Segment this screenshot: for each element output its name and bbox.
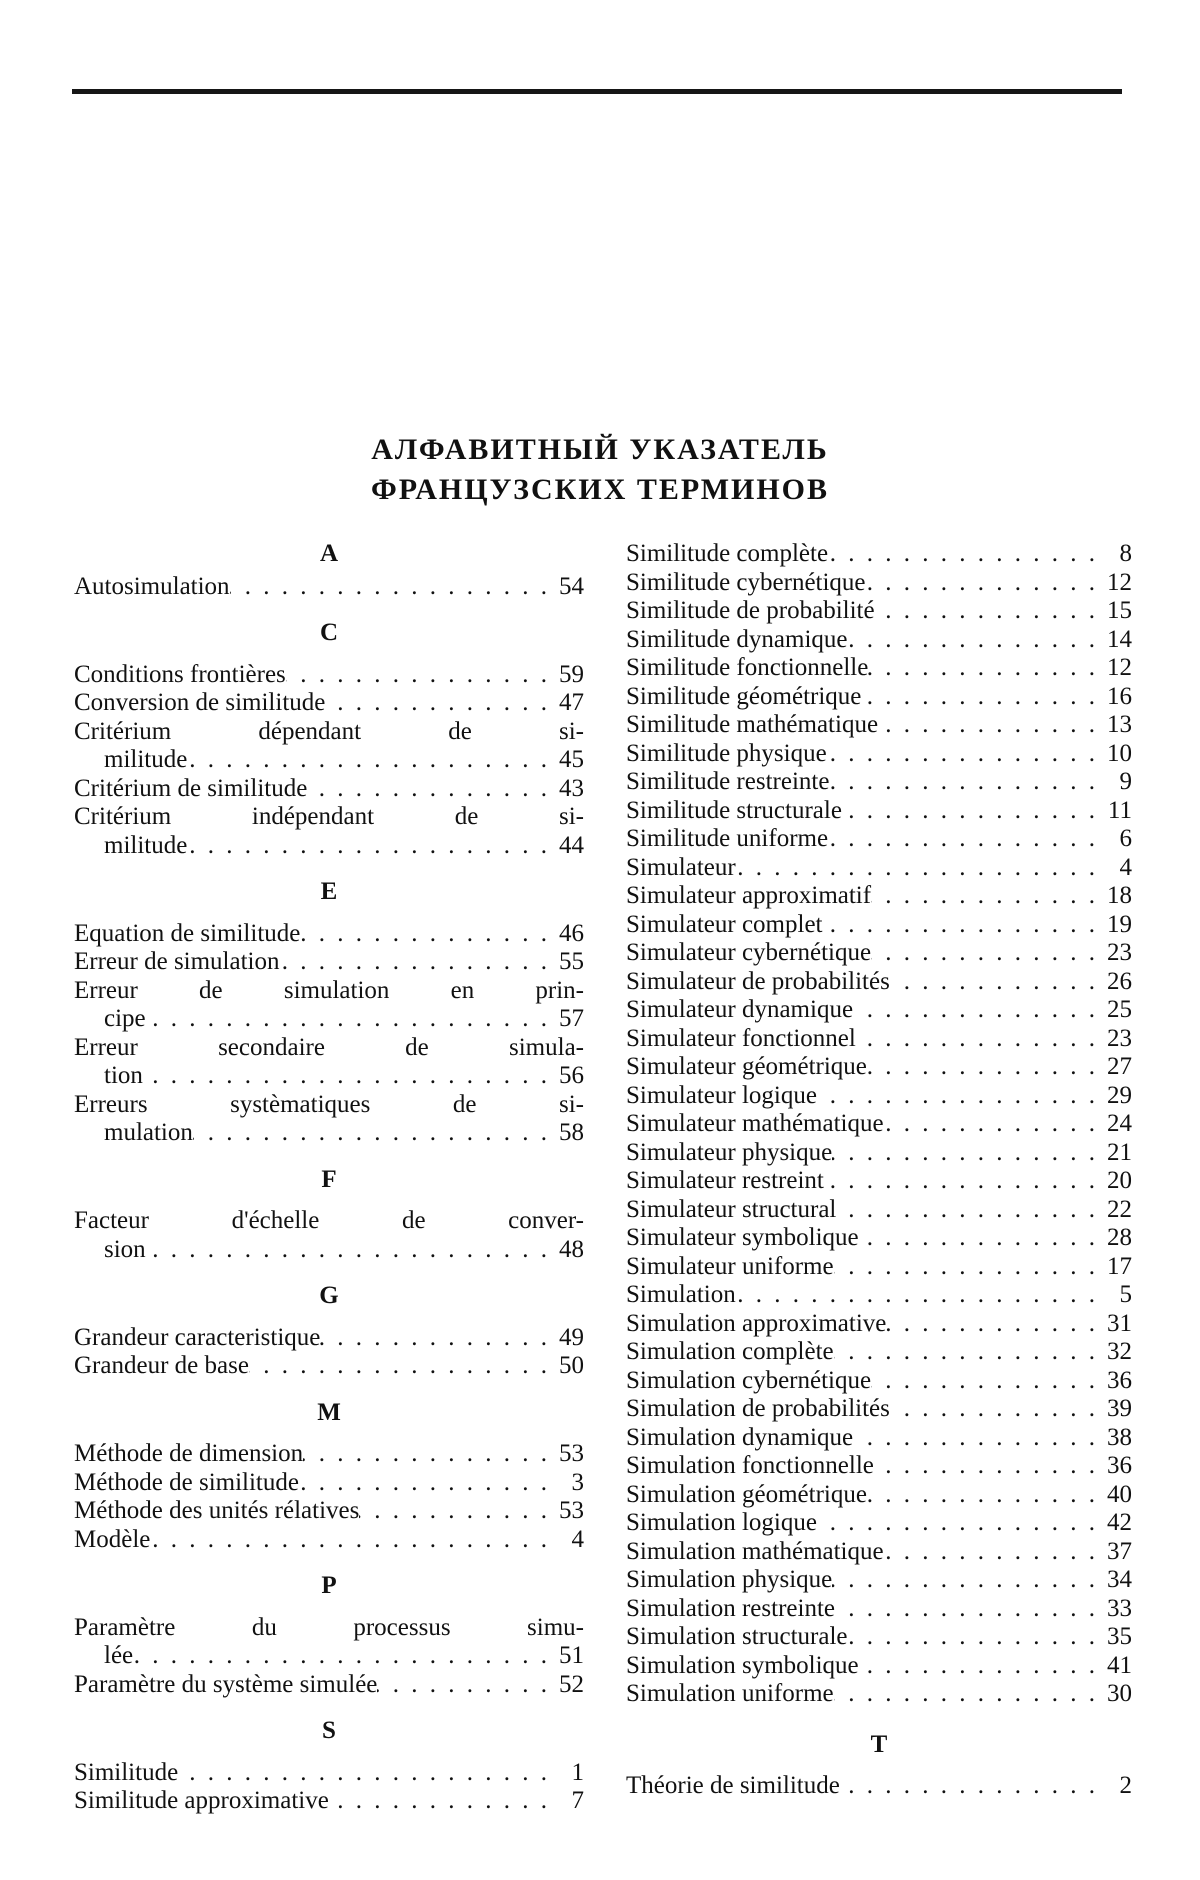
index-entry [626, 711, 1132, 740]
dot-leader: . . . . . . . . . . . . . . [286, 661, 554, 690]
index-term: Conditions frontières [74, 661, 286, 690]
index-term: Simulation dynamique [626, 1424, 853, 1453]
page-number: 7 [554, 1787, 584, 1816]
dot-leader: . . . . . . . . . . . [890, 1395, 1102, 1424]
index-term: tion [104, 1062, 143, 1091]
dot-leader: . . . . . . . . . . . . [868, 654, 1102, 683]
page-number: 42 [1102, 1509, 1132, 1538]
index-entry [626, 683, 1132, 712]
index-term: Equation de similitude [74, 920, 300, 949]
index-entry [74, 1526, 584, 1555]
index-term: Simulateur restreint [626, 1167, 824, 1196]
page-number: 56 [554, 1062, 584, 1091]
index-entry [626, 1538, 1132, 1567]
dot-leader: . . . . . . . . . . . . . . [832, 1566, 1102, 1595]
dot-leader: . . . . . . . . . . . . [320, 1324, 554, 1353]
index-term: Similitude fonctionnelle [626, 654, 868, 683]
index-term: Simulateur de probabilités [626, 968, 890, 997]
index-entry [626, 939, 1132, 968]
left-column [74, 540, 584, 1816]
dot-leader: . . . . . . . . . . . . . [866, 569, 1102, 598]
page-number: 1 [554, 1759, 584, 1788]
dot-leader: . . . . . . . . . . . . . . . . . . . . [178, 1759, 554, 1788]
dot-leader: . . . . . . . . . . . . . . . [828, 825, 1102, 854]
top-rule [72, 89, 1122, 94]
index-term: Méthode des unités rélatives [74, 1497, 359, 1526]
index-term: mulation [104, 1119, 193, 1148]
index-term: Similitude cybernétique [626, 569, 866, 598]
index-term: Modèle [74, 1526, 150, 1555]
index-term: Simulateur logique [626, 1082, 817, 1111]
index-entry [74, 948, 584, 977]
page-number: 51 [554, 1642, 584, 1671]
page-number: 21 [1102, 1139, 1132, 1168]
page-number: 58 [554, 1119, 584, 1148]
dot-leader: . . . . . . . . . . . . . . [836, 1196, 1102, 1225]
dot-leader: . . . . . . . . . . . . . . [300, 920, 554, 949]
page-number: 2 [1102, 1772, 1132, 1801]
page-number: 15 [1102, 597, 1132, 626]
index-entry [74, 1324, 584, 1353]
index-term: Similitude complète [626, 540, 828, 569]
index-entry [626, 1623, 1132, 1652]
index-term: Critérium de similitude [74, 775, 307, 804]
index-term: Similitude dynamique [626, 626, 848, 655]
title-line-2: ФРАНЦУЗСКИХ ТЕРМИНОВ [0, 470, 1200, 510]
page-number: 52 [554, 1671, 584, 1700]
page-number: 48 [554, 1236, 584, 1265]
dot-leader: . . . . . . . . . . . . . . . . . [230, 573, 554, 602]
dot-leader: . . . . . . . . . . . . . . . . . . . . . . [146, 1005, 554, 1034]
page-number: 11 [1102, 797, 1132, 826]
index-term: Similitude structurale [626, 797, 842, 826]
title-line-1: АЛФАВИТНЫЙ УКАЗАТЕЛЬ [0, 430, 1200, 470]
index-term: militude [104, 746, 187, 775]
page-number: 33 [1102, 1595, 1132, 1624]
page-number: 29 [1102, 1082, 1132, 1111]
index-term: Simulateur approximatif [626, 882, 871, 911]
section-letter-e: E [74, 878, 584, 907]
page-number: 53 [554, 1440, 584, 1469]
index-entry [74, 1440, 584, 1469]
page-number: 12 [1102, 654, 1132, 683]
page-number: 17 [1102, 1253, 1132, 1282]
section-letter-p: P [74, 1572, 584, 1601]
page-number: 47 [554, 689, 584, 718]
index-term: Simulation physique [626, 1566, 832, 1595]
dot-leader: . . . . . . . . . . . . . . [834, 1338, 1102, 1367]
dot-leader: . . . . . . . . . . . . . [867, 1053, 1102, 1082]
index-term: Simulation complète [626, 1338, 834, 1367]
dot-leader: . . . . . . . . . . . . . . [835, 1595, 1102, 1624]
index-entry [626, 1424, 1132, 1453]
index-term: Similitude restreinte [626, 768, 829, 797]
index-term-line: Erreurs systèmatiques de si- [74, 1091, 584, 1120]
index-term: Simulateur physique [626, 1139, 832, 1168]
index-entry [74, 1642, 584, 1671]
right-column [626, 540, 1132, 1801]
dot-leader: . . . . . . . . . . . . . . . [280, 948, 555, 977]
index-term: Simulateur [626, 854, 736, 883]
index-entry [74, 832, 584, 861]
dot-leader: . . . . . . . . . . . . . [856, 1025, 1102, 1054]
page-number: 35 [1102, 1623, 1132, 1652]
page-number: 25 [1102, 996, 1132, 1025]
dot-leader: . . . . . . . . . . . . . . . . . . . . [736, 854, 1102, 883]
section-letter-t: T [626, 1731, 1132, 1760]
index-term-line: Facteur d'échelle de conver- [74, 1207, 584, 1236]
index-term: Similitude [74, 1759, 178, 1788]
index-term: cipe [104, 1005, 146, 1034]
page-number: 13 [1102, 711, 1132, 740]
index-term: Simulateur symbolique [626, 1224, 859, 1253]
dot-leader: . . . . . . . . . . . . . . . [829, 768, 1102, 797]
dot-leader: . . . . . . . . . . . . [875, 597, 1102, 626]
page-number: 49 [554, 1324, 584, 1353]
index-entry [626, 1680, 1132, 1709]
section-letter-c: C [74, 619, 584, 648]
page-number: 32 [1102, 1338, 1132, 1367]
dot-leader: . . . . . . . . . . . . . [867, 1481, 1102, 1510]
index-term: Simulation symbolique [626, 1652, 859, 1681]
page-number: 26 [1102, 968, 1132, 997]
index-entry [74, 1119, 584, 1148]
section-letter-s: S [74, 1717, 584, 1746]
index-entry [74, 689, 584, 718]
page-number: 23 [1102, 939, 1132, 968]
index-term-line: Erreur de simulation en prin- [74, 977, 584, 1006]
page-number: 38 [1102, 1424, 1132, 1453]
page-number: 24 [1102, 1110, 1132, 1139]
dot-leader: . . . . . . . . . . . [890, 968, 1102, 997]
index-entry [74, 573, 584, 602]
page-number: 41 [1102, 1652, 1132, 1681]
page-number: 22 [1102, 1196, 1132, 1225]
index-entry [626, 569, 1132, 598]
page-number: 27 [1102, 1053, 1132, 1082]
dot-leader: . . . . . . . . . . . . . . . [817, 1082, 1102, 1111]
index-term: Simulateur fonctionnel [626, 1025, 856, 1054]
dot-leader: . . . . . . . . . . . . . . . . . . . . . . . [133, 1642, 554, 1671]
dot-leader: . . . . . . . . . . . [886, 1310, 1102, 1339]
dot-leader: . . . . . . . . . . . . . [861, 683, 1102, 712]
page-number: 5 [1102, 1281, 1132, 1310]
dot-leader: . . . . . . . . . . . . . . . . . . . . . . [146, 1236, 554, 1265]
index-entry [626, 768, 1132, 797]
page-number: 10 [1102, 740, 1132, 769]
index-term: Paramètre du système simulée [74, 1671, 377, 1700]
index-entry [74, 746, 584, 775]
index-term: Simulation fonctionnelle [626, 1452, 874, 1481]
index-entry [626, 1595, 1132, 1624]
dot-leader: . . . . . . . . . . . . . [859, 1224, 1102, 1253]
page-number: 37 [1102, 1538, 1132, 1567]
index-entry [626, 825, 1132, 854]
dot-leader: . . . . . . . . . . . . . . [299, 1469, 554, 1498]
dot-leader: . . . . . . . . . . . . . [307, 775, 554, 804]
index-entry [626, 597, 1132, 626]
index-term: Simulation structurale [626, 1623, 847, 1652]
index-entry [626, 968, 1132, 997]
index-term-line: Erreur secondaire de simula- [74, 1034, 584, 1063]
index-term: Simulation de probabilités [626, 1395, 890, 1424]
index-entry [626, 1196, 1132, 1225]
dot-leader: . . . . . . . . . [377, 1671, 554, 1700]
index-term: Similitude de probabilité [626, 597, 875, 626]
index-entry [626, 540, 1132, 569]
index-entry [626, 1281, 1132, 1310]
index-entry [626, 740, 1132, 769]
dot-leader: . . . . . . . . . . . . . [859, 1652, 1102, 1681]
index-term: Simulateur complet [626, 911, 822, 940]
dot-leader: . . . . . . . . . . . . . . . . . . . [193, 1119, 554, 1148]
index-term: Grandeur caracteristique [74, 1324, 320, 1353]
index-term: Méthode de dimension [74, 1440, 303, 1469]
index-term: Similitude approximative [74, 1787, 329, 1816]
index-term: Théorie de similitude [626, 1772, 840, 1801]
page-number: 30 [1102, 1680, 1132, 1709]
section-letter-m: M [74, 1399, 584, 1428]
dot-leader: . . . . . . . . . . . . [884, 1538, 1102, 1567]
index-term: Simulateur uniforme [626, 1253, 834, 1282]
page-number: 3 [554, 1469, 584, 1498]
section-letter-g: G [74, 1282, 584, 1311]
index-entry [626, 1224, 1132, 1253]
index-term: Simulateur dynamique [626, 996, 853, 1025]
page-number: 44 [554, 832, 584, 861]
dot-leader: . . . . . . . . . . . . . . . . . . . . [736, 1281, 1102, 1310]
page-number: 46 [554, 920, 584, 949]
index-entry [626, 1772, 1132, 1801]
index-entry [626, 1566, 1132, 1595]
index-entry [74, 661, 584, 690]
page-number: 8 [1102, 540, 1132, 569]
index-entry [626, 1025, 1132, 1054]
index-entry [626, 911, 1132, 940]
index-entry [626, 626, 1132, 655]
index-entry [74, 1352, 584, 1381]
page-number: 9 [1102, 768, 1132, 797]
page-number: 34 [1102, 1566, 1132, 1595]
section-letter-f: F [74, 1166, 584, 1195]
index-term: Simulation logique [626, 1509, 817, 1538]
page-number: 4 [1102, 854, 1132, 883]
index-term: Simulation cybernétique [626, 1367, 871, 1396]
index-entry [626, 1053, 1132, 1082]
index-term: Similitude mathématique [626, 711, 878, 740]
index-entry [626, 1367, 1132, 1396]
page-number: 6 [1102, 825, 1132, 854]
index-entry [74, 1671, 584, 1700]
index-term: Méthode de similitude [74, 1469, 299, 1498]
index-term: Conversion de similitude [74, 689, 325, 718]
page-number: 31 [1102, 1310, 1132, 1339]
dot-leader: . . . . . . . . . . . . . . [834, 1680, 1102, 1709]
index-term: Erreur de simulation [74, 948, 280, 977]
index-entry [626, 1395, 1132, 1424]
index-entry [626, 1310, 1132, 1339]
index-entry [626, 1253, 1132, 1282]
page-number: 14 [1102, 626, 1132, 655]
dot-leader: . . . . . . . . . . . . . . [840, 1772, 1102, 1801]
dot-leader: . . . . . . . . . . . . [871, 882, 1102, 911]
dot-leader: . . . . . . . . . . . . . . . [827, 740, 1102, 769]
dot-leader: . . . . . . . . . . . . . . . . . . . . [187, 746, 554, 775]
index-term-line: Paramètre du processus simu- [74, 1614, 584, 1643]
index-term: lée [104, 1642, 133, 1671]
dot-leader: . . . . . . . . . . . . [871, 939, 1102, 968]
index-entry [626, 1338, 1132, 1367]
index-term: militude [104, 832, 187, 861]
index-term: sion [104, 1236, 146, 1265]
dot-leader: . . . . . . . . . . . . . . . . [249, 1352, 554, 1381]
index-term: Simulateur géométrique [626, 1053, 867, 1082]
index-term: Similitude géométrique [626, 683, 861, 712]
index-entry [626, 1167, 1132, 1196]
page-number: 16 [1102, 683, 1132, 712]
index-entry [626, 797, 1132, 826]
index-title [0, 430, 1200, 510]
dot-leader: . . . . . . . . . . . . [325, 689, 554, 718]
index-entry [626, 1481, 1132, 1510]
dot-leader: . . . . . . . . . . . . . . . [824, 1167, 1102, 1196]
page-number: 57 [554, 1005, 584, 1034]
page-number: 36 [1102, 1367, 1132, 1396]
index-entry [626, 882, 1132, 911]
dot-leader: . . . . . . . . . . . . [884, 1110, 1102, 1139]
index-term: Simulation mathématique [626, 1538, 884, 1567]
dot-leader: . . . . . . . . . . . . . . . [817, 1509, 1102, 1538]
index-entry [626, 996, 1132, 1025]
index-term: Simulation uniforme [626, 1680, 834, 1709]
page-number: 23 [1102, 1025, 1132, 1054]
index-term: Simulateur mathématique [626, 1110, 884, 1139]
index-entry [626, 1139, 1132, 1168]
index-entry [74, 775, 584, 804]
index-term: Simulation [626, 1281, 736, 1310]
dot-leader: . . . . . . . . . . . . . . . . . . . . . . [143, 1062, 554, 1091]
page-number: 28 [1102, 1224, 1132, 1253]
page-number: 19 [1102, 911, 1132, 940]
dot-leader: . . . . . . . . . . . . . [853, 996, 1102, 1025]
page-number: 20 [1102, 1167, 1132, 1196]
index-term: Similitude uniforme [626, 825, 828, 854]
page-number: 36 [1102, 1452, 1132, 1481]
section-letter-a: A [74, 540, 584, 569]
dot-leader: . . . . . . . . . . . . [874, 1452, 1102, 1481]
index-entry [626, 854, 1132, 883]
index-entry [74, 1062, 584, 1091]
index-entry [74, 920, 584, 949]
index-entry [74, 1469, 584, 1498]
dot-leader: . . . . . . . . . . . . [871, 1367, 1102, 1396]
page-number: 59 [554, 661, 584, 690]
index-entry [626, 654, 1132, 683]
index-entry [626, 1509, 1132, 1538]
index-entry [626, 1082, 1132, 1111]
index-term: Simulation géométrique [626, 1481, 867, 1510]
dot-leader: . . . . . . . . . . . . . . [834, 1253, 1102, 1282]
page-number: 39 [1102, 1395, 1132, 1424]
page-number: 43 [554, 775, 584, 804]
index-term-line: Critérium dépendant de si- [74, 718, 584, 747]
dot-leader: . . . . . . . . . . . . . [853, 1424, 1102, 1453]
page-number: 40 [1102, 1481, 1132, 1510]
dot-leader: . . . . . . . . . . . . . . [848, 626, 1102, 655]
dot-leader: . . . . . . . . . . [359, 1497, 554, 1526]
index-entry [626, 1110, 1132, 1139]
index-entry [74, 1497, 584, 1526]
page-number: 54 [554, 573, 584, 602]
index-entry [74, 1787, 584, 1816]
index-term: Simulateur structural [626, 1196, 836, 1225]
page-number: 4 [554, 1526, 584, 1555]
page-number: 55 [554, 948, 584, 977]
page-number: 18 [1102, 882, 1132, 911]
dot-leader: . . . . . . . . . . . . . . . [828, 540, 1102, 569]
dot-leader: . . . . . . . . . . . . [878, 711, 1102, 740]
dot-leader: . . . . . . . . . . . . . . . . . . . . [187, 832, 554, 861]
index-term: Simulation restreinte [626, 1595, 835, 1624]
index-term: Simulateur cybernétique [626, 939, 871, 968]
index-term: Simulation approximative [626, 1310, 886, 1339]
dot-leader: . . . . . . . . . . . . . . [842, 797, 1102, 826]
index-entry [74, 1005, 584, 1034]
page-number: 45 [554, 746, 584, 775]
dot-leader: . . . . . . . . . . . . . . [832, 1139, 1102, 1168]
index-term-line: Critérium indépendant de si- [74, 803, 584, 832]
dot-leader: . . . . . . . . . . . . . . [847, 1623, 1102, 1652]
index-entry [626, 1652, 1132, 1681]
dot-leader: . . . . . . . . . . . . . . . [822, 911, 1102, 940]
dot-leader: . . . . . . . . . . . . . [303, 1440, 554, 1469]
index-entry [626, 1452, 1132, 1481]
index-term: Autosimulation [74, 573, 230, 602]
page-number: 53 [554, 1497, 584, 1526]
dot-leader: . . . . . . . . . . . . . . . . . . . . . . [150, 1526, 554, 1555]
index-term: Grandeur de base [74, 1352, 249, 1381]
index-entry [74, 1759, 584, 1788]
page-number: 12 [1102, 569, 1132, 598]
dot-leader: . . . . . . . . . . . . [329, 1787, 554, 1816]
index-entry [74, 1236, 584, 1265]
index-term: Similitude physique [626, 740, 827, 769]
page-number: 50 [554, 1352, 584, 1381]
